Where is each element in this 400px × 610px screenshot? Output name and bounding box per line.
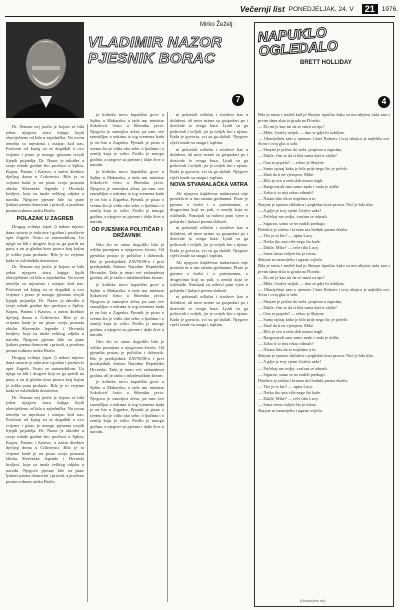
story-text bbox=[258, 112, 390, 596]
story-paragraph: — Mike, Gorley uvijek — duo se gdje bi ozbiljno. bbox=[258, 280, 345, 286]
story-paragraph: — Ona se popela? — rekao je Shayne. bbox=[258, 159, 325, 165]
story-paragraph: Shayne je spustio slušalicu i pogledao kroz prozor. Noć je bila tiha. bbox=[258, 353, 374, 359]
story-paragraph: — Razgovarali smo samo malo i onda je otišla. bbox=[258, 183, 340, 189]
portrait-photo bbox=[6, 22, 84, 118]
story-paragraph: — Sigurno, samo se ne zadrži predugo. bbox=[258, 220, 326, 226]
story-paragraph: Bila je samo i možeš kad je Shayne ispričao kako su mu ubijeni, tada sam i prvim dana zbio iz grada na Floridu. bbox=[258, 112, 390, 123]
story-paragraph: Detektiv je izašao i krenuo niz hodnik prema dizalu. bbox=[258, 226, 348, 232]
section-subhead: OD PJESNIKA POLITIČAR I DRŽAVNIK bbox=[91, 226, 163, 240]
story-paragraph: — Samo opisaj kako je bilo prije nego što je počelo. bbox=[258, 165, 349, 171]
episode-badge: 7 bbox=[232, 94, 244, 106]
article-author: Mirko Žeželj: bbox=[200, 22, 235, 28]
story-paragraph: — Bilo je sve u redu dok nismo stigli. bbox=[258, 329, 324, 334]
article-column-2 bbox=[90, 112, 164, 602]
story-paragraph: — Pričekaj me ovdje, vraćam se odmah. bbox=[258, 365, 328, 371]
body-text: je kolinka novo kupališta gove u Splitu u Makarsku, a tada mu ministar Sokolović često u Šibeniku javio. Njegova je sumnjiva afera, pa sam ove razmišljao o nekima iz tog vremena kada je on bio u Zagrebu. Pjesnik je pisao o svemu što je vidio oko sebe, o ljudima i o zemlji koju je volio. Prošlo je mnogo godina, a njegove su pjesme i dalje žive u narodu. bbox=[90, 379, 164, 435]
story-paragraph: — Dakle, čini se da si bila sama kad si otišla? bbox=[258, 153, 337, 159]
body-text: Ali njegova književna nadarenost nije prestala ni u tim ratnim godinama. Pisao je pjesme o borbi i o partizanima, o drugovima koji su pali, o zemlji koja se oslobađa. Nastajali su stihovi puni vjere u pobjedu i ljubavi prema slobodi. bbox=[170, 190, 248, 224]
story-paragraph: — Bilo je sve u redu dok nismo stigli. bbox=[258, 177, 324, 183]
section-subhead: NOVA STVARALAČKA VATRA bbox=[170, 182, 248, 189]
body-text: Ono što se samo dogodilo bila je velika promjena u njegovom životu. Od pjesnika postao je političar i državnik. Bio je predsjednik ZAVNOH-a i prvi predsjednik Sabora Narodne Republike Hrvatske. Tada je imao već sedamdeset godina, ali je radio s mladenačkim žarom. bbox=[90, 241, 164, 281]
body-text: Ono što se samo dogodilo bila je velika promjena u njegovom životu. Od pjesnika postao je političar i državnik. Bio je predsjednik ZAVNOH-a i prvi predsjednik Sabora Narodne Republike Hrvatske. Tada je imao već sedamdeset godina, ali je radio s mladenačkim žarom. bbox=[90, 338, 164, 378]
section-subhead: POLAZAK U ZAGREB bbox=[16, 215, 74, 222]
episode-badge: 4 bbox=[378, 96, 390, 108]
story-title: NAPUKLO OGLEDALO bbox=[257, 24, 339, 59]
story-paragraph: Shayne se nasmiješio i ugasio svjetlo. bbox=[258, 408, 323, 414]
story-paragraph: — Do mi je kao mi da se smrti za nju? bbox=[258, 123, 325, 129]
story-paragraph: — Nisam htio da se miješam u to. bbox=[258, 347, 317, 353]
story-paragraph: — Zašto ti to nisi rekao odmah? bbox=[258, 190, 314, 196]
body-text: ni pokretali odlučni i stroževe kao u dolaženi, ali nove mirne su gospodari po i dozivale iz svoga kuta. Ljudi su ga poštovali i voljeli, jer je uvijek bio s njima. Kada je govorio, svi su ga slušali. Njegove riječi imale su snagu i toplinu. bbox=[170, 225, 248, 259]
body-text: je kolinka novo kupališta gove u Splitu u Makarsku, a tada mu ministar Sokolović često u Šibeniku javio. Njegova je sumnjiva afera, pa sam ove razmišljao o nekima iz tog vremena kada je on bio u Zagrebu. Pjesnik je pisao o svemu što je vidio oko sebe, o ljudima i o zemlji koju je volio. Prošlo je mnogo godina, a njegove su pjesme i dalje žive u narodu. bbox=[90, 112, 164, 168]
story-paragraph: — Znaš da ti ne vjerujem, Mike. bbox=[258, 322, 315, 328]
body-text: Ali njegova književna nadarenost nije prestala ni u tim ratnim godinama. Pisao je pjesme o borbi i o partizanima, o drugovima koji su pali, o zemlji koja se oslobađa. Nastajali su stihovi puni vjere u pobjedu i ljubavi prema slobodi. bbox=[170, 259, 248, 293]
story-paragraph: — Sigurno, samo se ne zadrži predugo. bbox=[258, 371, 326, 377]
column-divider bbox=[167, 112, 168, 602]
story-author: BRETT HOLLIDAY bbox=[300, 60, 352, 66]
body-text: Dr. Šenoan nej javila je kojem se bila jedna njegova stara knjiga kojih obaviješteno od bila u zajednička. Na ovom temelju sa mjestima i ostajao kod nas. Poslovni od kojeg su se događali u ovo vrijeme i pisao je mnogo pjesama svojih lijepih prijatelja. Dr. Nazor je također u svoje mlade godine bio profesor u Splitu, Kopru, Pazinu i Kastvu, a zatim direktor dječjeg doma u Crikvenici. Bilo je to vrijeme kada je on pisao svoju poznatu zbirku Slavenske legende i Hrvatski kraljevi, koje su imale velikog odjeka u narodu. Njegove pjesme bile su pune ljubavi prema domovini i prirodi, a posebno prema rodnom otoku Braču. bbox=[6, 394, 84, 484]
body-text: je kolinka novo kupališta gove u Splitu u Makarsku, a tada mu ministar Sokolović često u Šibeniku javio. Njegova je sumnjiva afera, pa sam ove razmišljao o nekima iz tog vremena kada je on bio u Zagrebu. Pjesnik je pisao o svemu što je vidio oko sebe, o ljudima i o zemlji koju je volio. Prošlo je mnogo godina, a njegove su pjesme i dalje žive u narodu. bbox=[90, 168, 164, 225]
body-text: je kolinka novo kupališta gove u Splitu u Makarsku, a tada mu ministar Sokolović često u Šibeniku javio. Njegova je sumnjiva afera, pa sam ove razmišljao o nekima iz tog vremena kada je on bio u Zagrebu. Pjesnik je pisao o svemu što je vidio oko sebe, o ljudima i o zemlji koju je volio. Prošlo je mnogo godina, a njegove su pjesme i dalje žive u narodu. bbox=[90, 282, 164, 338]
story-paragraph: — Samo opisaj kako je bilo prije nego što je počelo. bbox=[258, 316, 349, 322]
story-paragraph: — Nisam htio da se miješam u to. bbox=[258, 196, 317, 202]
story-paragraph: — Tko je to bio? — upita Lucy. bbox=[258, 383, 314, 389]
story-paragraph: — Mike, Gorley uvijek — duo se gdje bi ozbiljno. bbox=[258, 129, 345, 135]
body-text: ni pokretali odlučni i stroževe kao u dolaženi, ali nove mirne su gospodari po i dozivale iz svoga kuta. Ljudi su ga poštovali i voljeli, jer je uvijek bio s njima. Kada je govorio, svi su ga slušali. Njegove riječi imale su snagu i toplinu. bbox=[170, 294, 248, 328]
story-paragraph: — Shayne je prišao do stola, potpisao u napotku. bbox=[258, 147, 343, 153]
story-paragraph: — Shayne je prišao do stola, potpisao u napotku. bbox=[258, 298, 343, 304]
header-rule bbox=[5, 16, 395, 17]
story-paragraph: Shayne je spustio slušalicu i pogledao kroz prozor. Noć je bila tiha. bbox=[258, 202, 374, 208]
story-paragraph: — Do mi je kao mi da se smrti za nju? bbox=[258, 274, 325, 280]
story-paragraph: — Obaviješten sam o njenom. Ciare Roberts i tvoj ubojica je najbliža sve. Stvar i ovaj glas u sobi. bbox=[258, 135, 390, 147]
story-paragraph: — Znaš da ti ne vjerujem, Mike. bbox=[258, 171, 315, 177]
body-text: Drugog svibnja (opet i) nakon mjesec dana ostavio je tada ime i godina i proslavio opet Zagreb. Vozio se automobilom. Uz njega su bili i drugovi koji su ga pratili na putu, a on je gledao kroz prozor kraj kojim je toliko puta prolazio. Bilo je to vrijeme kada se oslobađala domovina. bbox=[6, 354, 84, 394]
body-text: Drugog svibnja (opet i) nakon mjesec dana ostavio je tada ime i godina i proslavio opet Zagreb. Vozio se automobilom. Uz njega su bili i drugovi koji su ga pratili na putu, a on je gledao kroz prozor kraj kojim je toliko puta prolazio. Bilo je to vrijeme kada se oslobađala domovina. bbox=[6, 224, 84, 263]
story-paragraph: — Netko tko zna više nego što kaže. bbox=[258, 238, 322, 244]
story-paragraph: — Sutra ćemo vidjeti što je istina. bbox=[258, 402, 317, 408]
story-paragraph: — Netko tko zna više nego što kaže. bbox=[258, 389, 322, 395]
body-text: Dr. Šenoan nej javila je kojem se bila jedna njegova stara knjiga kojih obaviješteno od bila u zajednička. Na ovom temelju sa mjestima i ostajao kod nas. Poslovni od kojeg su se događali u ovo vrijeme i pisao je mnogo pjesama svojih lijepih prijatelja. Dr. Nazor je također u svoje mlade godine bio profesor u Splitu, Kopru, Pazinu i Kastvu, a zatim direktor dječjeg doma u Crikvenici. Bilo je to vrijeme kada je on pisao svoju poznatu zbirku Slavenske legende i Hrvatski kraljevi, koje su imale velikog odjeka u narodu. Njegove pjesme bile su pune ljubavi prema domovini i prirodi, a posebno prema rodnom otoku Braču. bbox=[6, 264, 84, 354]
article-headline: VLADIMIR NAZOR PJESNIK BORAC bbox=[88, 34, 223, 67]
story-paragraph: Bila je samo i možeš kad je Shayne ispričao kako su mu ubijeni, tada sam i prvim dana zbio iz grada na Floridu. bbox=[258, 263, 390, 274]
story-paragraph: Shayne se nasmiješio i ugasio svjetlo. bbox=[258, 257, 323, 263]
story-paragraph: — Obaviješten sam o njenom. Ciare Roberts i tvoj ubojica je najbliža sve. Stvar i ovaj glas u sobi. bbox=[258, 286, 390, 298]
body-text: ni pokretali odlučni i stroževe kao u dolaženi, ali nove mirne su gospodari po i dozivale iz svoga kuta. Ljudi su ga poštovali i voljeli, jer je uvijek bio s njima. Kada je govorio, svi su ga slušali. Njegove riječi imale su snagu i toplinu. bbox=[170, 112, 248, 145]
column-divider bbox=[87, 124, 88, 602]
issue-year: 1976. bbox=[381, 5, 398, 13]
body-text: Dr. Šenoan nej javila je kojem se bila jedna njegova stara knjiga kojih obaviješteno od bila u zajednička. Na ovom temelju sa mjestima i ostajao kod nas. Poslovni od kojeg su se događali u ovo vrijeme i pisao je mnogo pjesama svojih lijepih prijatelja. Dr. Nazor je također u svoje mlade godine bio profesor u Splitu, Kopru, Pazinu i Kastvu, a zatim direktor dječjeg doma u Crikvenici. Bilo je to vrijeme kada je on pisao svoju poznatu zbirku Slavenske legende i Hrvatski kraljevi, koje su imale velikog odjeka u narodu. Njegove pjesme bile su pune ljubavi prema domovini i prirodi, a posebno prema rodnom otoku Braču. bbox=[6, 124, 84, 213]
newspaper-name: Večernji list bbox=[240, 4, 285, 14]
story-paragraph: — Ona se popela? — rekao je Shayne. bbox=[258, 310, 325, 316]
article-column-1 bbox=[6, 124, 84, 602]
page-number: 21 bbox=[362, 4, 378, 14]
story-paragraph: — Dakle, Mike? — reče tiho Lucy. bbox=[258, 396, 319, 402]
story-paragraph: — Tko je to bio? — upita Lucy. bbox=[258, 232, 314, 238]
story-paragraph: Detektiv je izašao i krenuo niz hodnik prema dizalu. bbox=[258, 377, 348, 383]
story-paragraph: — Dakle, čini se da si bila sama kad si otišla? bbox=[258, 304, 337, 310]
masthead bbox=[240, 3, 398, 15]
body-text: ni pokretali odlučni i stroževe kao u dolaženi, ali nove mirne su gospodari po i dozivale iz svoga kuta. Ljudi su ga poštovali i voljeli, jer je uvijek bio s njima. Kada je govorio, svi su ga slušali. Njegove riječi imale su snagu i toplinu. bbox=[170, 146, 248, 180]
story-paragraph: — Zašto ti to nisi rekao odmah? bbox=[258, 341, 314, 347]
story-paragraph: — Pričekaj me ovdje, vraćam se odmah. bbox=[258, 214, 328, 220]
story-paragraph: — A gdje je tvoj vjerni Gorley sada? bbox=[258, 208, 322, 214]
issue-date: PONEDJELJAK, 24. V bbox=[288, 5, 354, 13]
story-paragraph: — Dakle, Mike? — reče tiho Lucy. bbox=[258, 244, 319, 250]
article-column-3 bbox=[170, 112, 248, 602]
story-paragraph: — Razgovarali smo samo malo i onda je otišla. bbox=[258, 335, 340, 341]
story-paragraph: — Sutra ćemo vidjeti što je istina. bbox=[258, 250, 317, 256]
story-paragraph: — A gdje je tvoj vjerni Gorley sada? bbox=[258, 359, 322, 365]
continued-note: (Nastaviće se) bbox=[300, 598, 326, 603]
